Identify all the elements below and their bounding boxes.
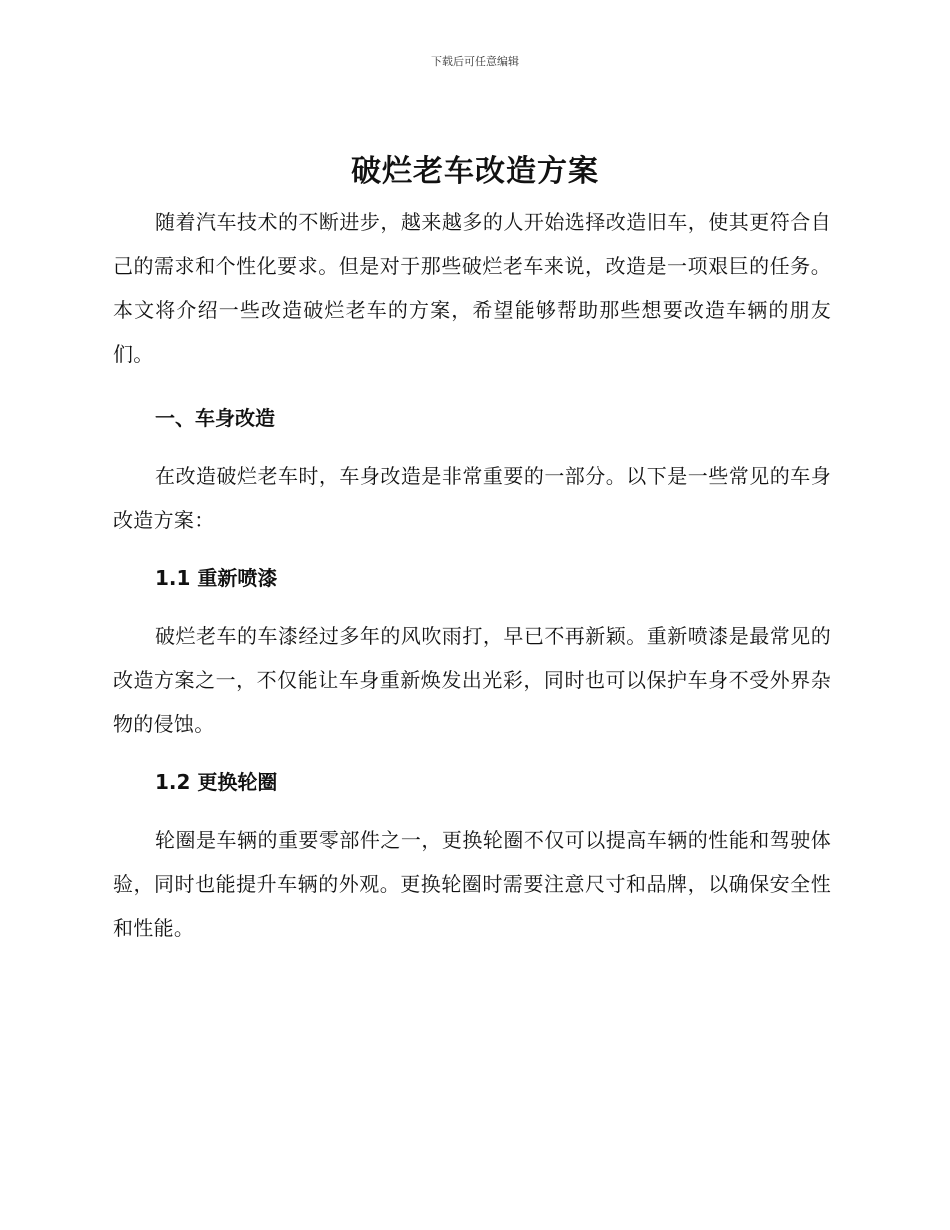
intro-paragraph: 随着汽车技术的不断进步，越来越多的人开始选择改造旧车，使其更符合自己的需求和个性化要求。但是对于那些破烂老车来说，改造是一项艰巨的任务。本文将介绍一些改造破烂老车的方案，希望能够帮助那些想要改造车辆的朋友们。 (113, 210, 831, 366)
section-paragraph-body-modification: 在改造破烂老车时，车身改造是非常重要的一部分。以下是一些常见的车身改造方案： (113, 464, 831, 532)
subsection-heading-repaint: 1.1 重新喷漆 (155, 566, 278, 590)
document-title: 破烂老车改造方案 (351, 154, 599, 189)
subsection-heading-rims: 1.2 更换轮圈 (155, 770, 278, 794)
subsection-paragraph-rims: 轮圈是车辆的重要零部件之一，更换轮圈不仅可以提高车辆的性能和驾驶体验，同时也能提升车辆的外观。更换轮圈时需要注意尺寸和品牌，以确保安全性和性能。 (113, 828, 831, 940)
subsection-paragraph-repaint: 破烂老车的车漆经过多年的风吹雨打，早已不再新颖。重新喷漆是最常见的改造方案之一，不仅能让车身重新焕发出光彩，同时也可以保护车身不受外界杂物的侵蚀。 (113, 624, 831, 736)
header-note: 下载后可任意编辑 (431, 55, 519, 68)
document-body (113, 200, 831, 950)
section-heading-body-modification: 一、车身改造 (155, 406, 275, 430)
